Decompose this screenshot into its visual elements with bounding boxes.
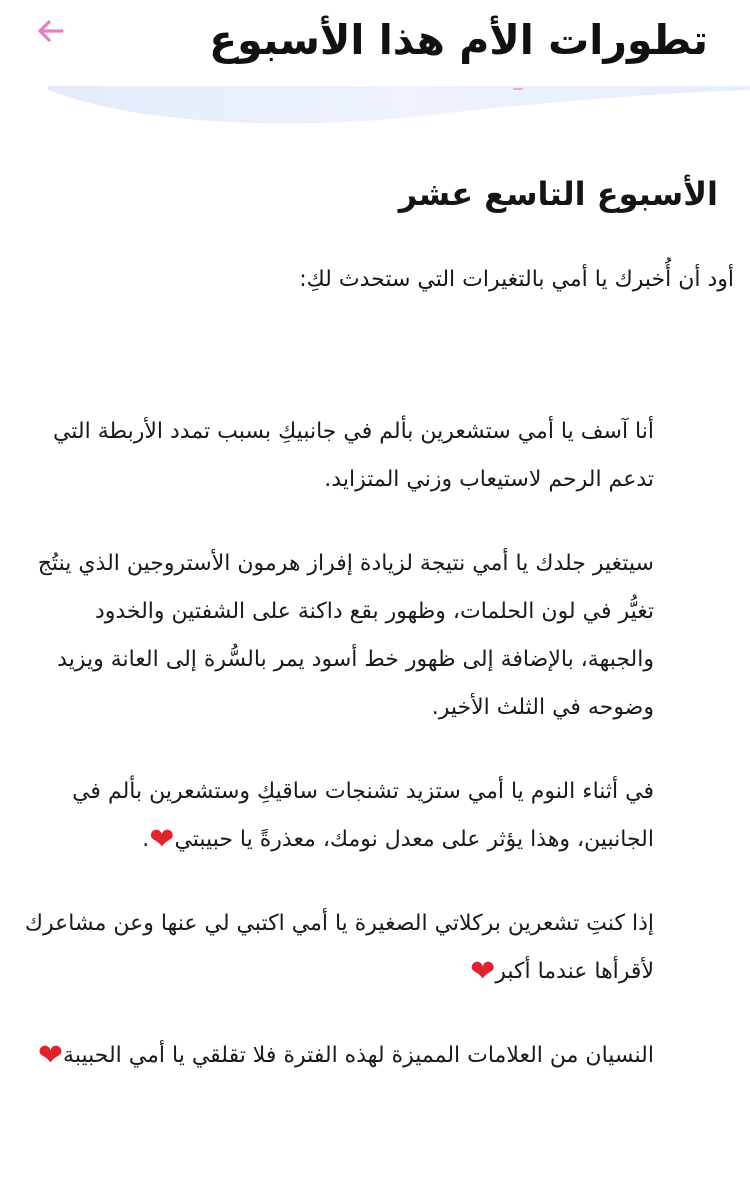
paragraph-text: في أثناء النوم يا أمي ستزيد تشنجات ساقيكِ وستشعرين بألم في الجانبين، وهذا يؤثر على معدل نومك، معذرةً يا حبيبتي [72, 779, 654, 852]
heart-icon: ❤ [149, 822, 175, 857]
paragraph-sleep-cramps [24, 768, 654, 864]
page-title: تطورات الأم هذا الأسبوع [209, 16, 708, 64]
paragraph-text: سيتغير جلدك يا أمي نتيجة لزيادة إفراز هرمون الأستروجين الذي ينتُج تغيُّر في لون الحلمات، وظهور بقع داكنة على الشفتين والخدود والجبهة، بالإضافة إلى ظهور خط أسود يمر بالسُّرة إلى العانة ويزيد وضوحه في الثلث الأخير. [37, 551, 654, 720]
week-title: الأسبوع التاسع عشر [398, 175, 718, 213]
paragraph-forgetfulness [24, 1032, 654, 1080]
arrow-left-icon[interactable] [34, 14, 68, 48]
heart-icon: ❤ [37, 1038, 64, 1073]
paragraph-text: النسيان من العلامات المميزة لهذه الفترة فلا تقلقي يا أمي الحبيبة [63, 1043, 654, 1068]
paragraph-text: أنا آسف يا أمي ستشعرين بألم في جانبيكِ بسبب تمدد الأربطة التي تدعم الرحم لاستيعاب وزني المتزايد. [52, 419, 654, 492]
paragraph-suffix: . [142, 827, 150, 852]
heart-icon: ❤ [470, 954, 496, 989]
paragraph-ligament-pain [24, 408, 654, 504]
header-wave-decoration [0, 86, 750, 132]
intro-text: أود أن أُخبرك يا أمي بالتغيرات التي ستحدث لكِ: [299, 267, 734, 292]
article-body [24, 408, 654, 1116]
paragraph-skin-changes [24, 540, 654, 732]
paragraph-text: إذا كنتِ تشعرين بركلاتي الصغيرة يا أمي اكتبي لي عنها وعن مشاعرك لأقرأها عندما أكبر [24, 911, 654, 984]
paragraph-baby-kicks [24, 900, 654, 996]
app-header [0, 0, 750, 90]
